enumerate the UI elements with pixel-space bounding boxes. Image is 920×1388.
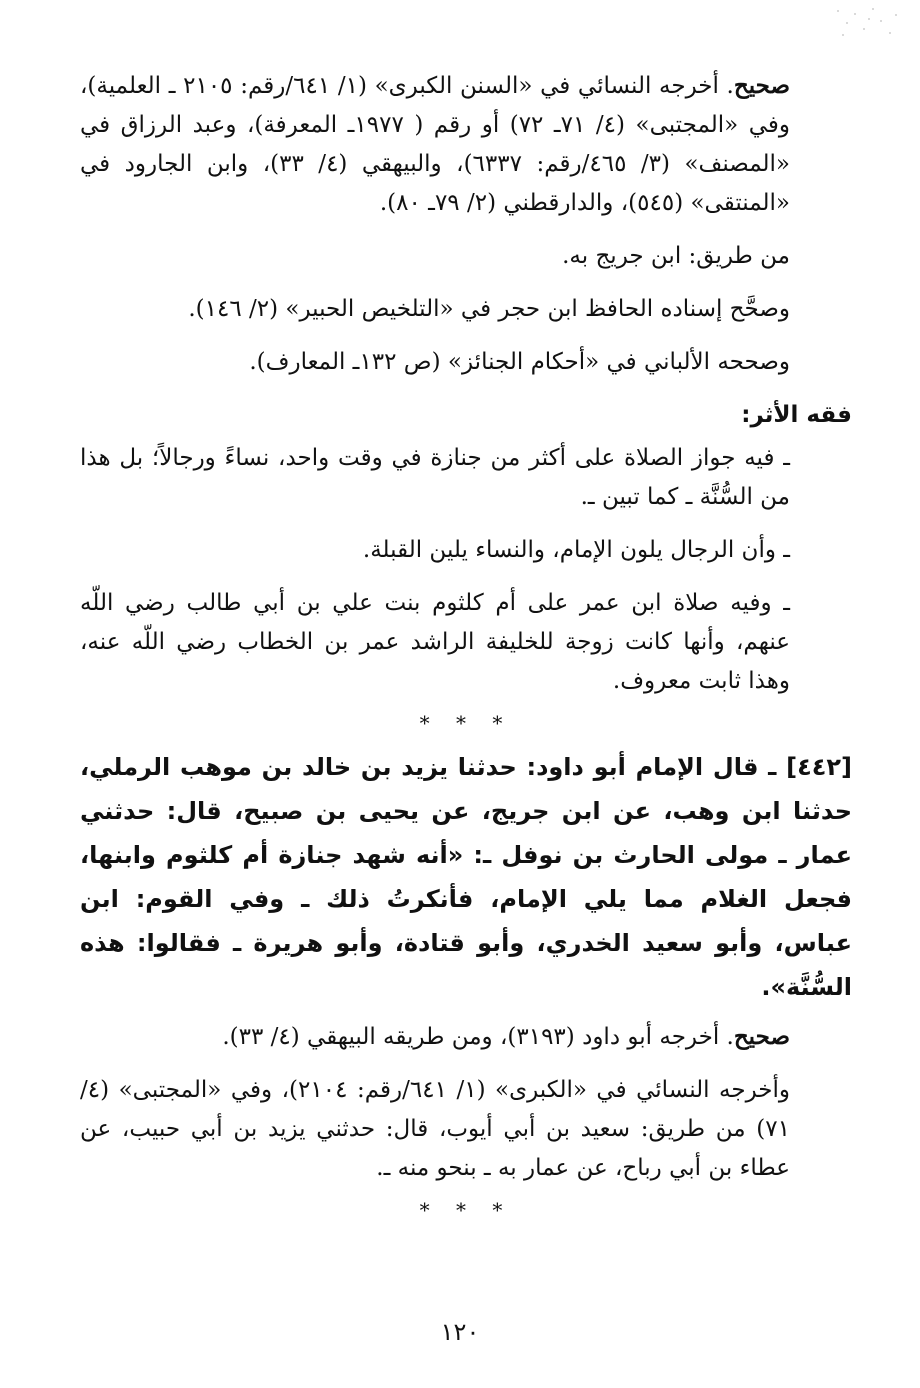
fiqh-point: ـ وفيه صلاة ابن عمر على أم كلثوم بنت علي بن أبي طالب رضي اللّه عنهم، وأنها كانت زوجة للخليفة الراشد عمر بن الخطاب رضي اللّه عنه، وهذا ثابت معروف. bbox=[80, 590, 790, 694]
hadith-text: [٤٤٢] ـ قال الإمام أبو داود: حدثنا يزيد بن خالد بن موهب الرملي، حدثنا ابن وهب، عن ابن جريج، عن يحيى بن صبيح، قال: حدثني عمار ـ مولى الحارث بن نوفل ـ: «أنه شهد جنازة أم كلثوم وابنها، فجعل الغلام مما يلي الإمام، فأنكرتُ ذلك ـ وفي القوم: ابن عباس، وأبو سعيد الخدري، وأبو قتادة، وأبو هريرة ـ فقالوا: هذه السُّنَّة». bbox=[80, 753, 852, 1001]
verdict-label: صحيح bbox=[733, 1023, 790, 1050]
verdict-label: صحيح bbox=[733, 72, 791, 99]
hadith-verdict bbox=[80, 1017, 852, 1057]
takhrij-paragraph bbox=[80, 66, 852, 223]
verdict-text: . أخرجه أبو داود (٣١٩٣)، ومن طريقه البيهقي (٤/ ٣٣). bbox=[222, 1024, 734, 1050]
section-separator: * * * bbox=[419, 711, 513, 735]
route-line: من طريق: ابن جريج به. bbox=[562, 243, 790, 269]
scan-specks bbox=[832, 4, 902, 44]
nasai-takhrij: وأخرجه النسائي في «الكبرى» (١/ ٦٤١/رقم: ٢١٠٤)، وفي «المجتبى» (٤/ ٧١) من طريق: سعيد بن أبي أيوب، قال: حدثني يزيد بن أبي حبيب، عن عطاء بن أبي رباح، عن عمار به ـ بنحو منه ـ. bbox=[80, 1077, 791, 1181]
albani-line: وصححه الألباني في «أحكام الجنائز» (ص ١٣٢ـ المعارف). bbox=[249, 349, 790, 375]
section-separator: * * * bbox=[419, 1198, 513, 1222]
ibn-hajar-line: وصحَّح إسناده الحافظ ابن حجر في «التلخيص الحبير» (٢/ ١٤٦). bbox=[188, 296, 790, 322]
fiqh-heading: فقه الأثر: bbox=[741, 402, 852, 428]
page-body bbox=[80, 66, 852, 1232]
fiqh-point: ـ فيه جواز الصلاة على أكثر من جنازة في وقت واحد، نساءً ورجالاً؛ بل هذا من السُّنَّة ـ كما تبين ـ. bbox=[80, 445, 790, 510]
page-number: ١٢٠ bbox=[440, 1318, 480, 1346]
takhrij-text: . أخرجه النسائي في «السنن الكبرى» (١/ ٦٤١/رقم: ٢١٠٥ ـ العلمية)، وفي «المجتبى» (٤/ ٧١ـ ٧٢) أو رقم ( ١٩٧٧ـ المعرفة)، وعبد الرزاق في «المصنف» (٣/ ٤٦٥/رقم: ٦٣٣٧)، والبيهقي (٤/ ٣٣)، وابن الجارود في «المنتقى» (٥٤٥)، والدارقطني (٢/ ٧٩ـ ٨٠). bbox=[80, 73, 791, 216]
fiqh-point: ـ وأن الرجال يلون الإمام، والنساء يلين القبلة. bbox=[362, 537, 790, 563]
